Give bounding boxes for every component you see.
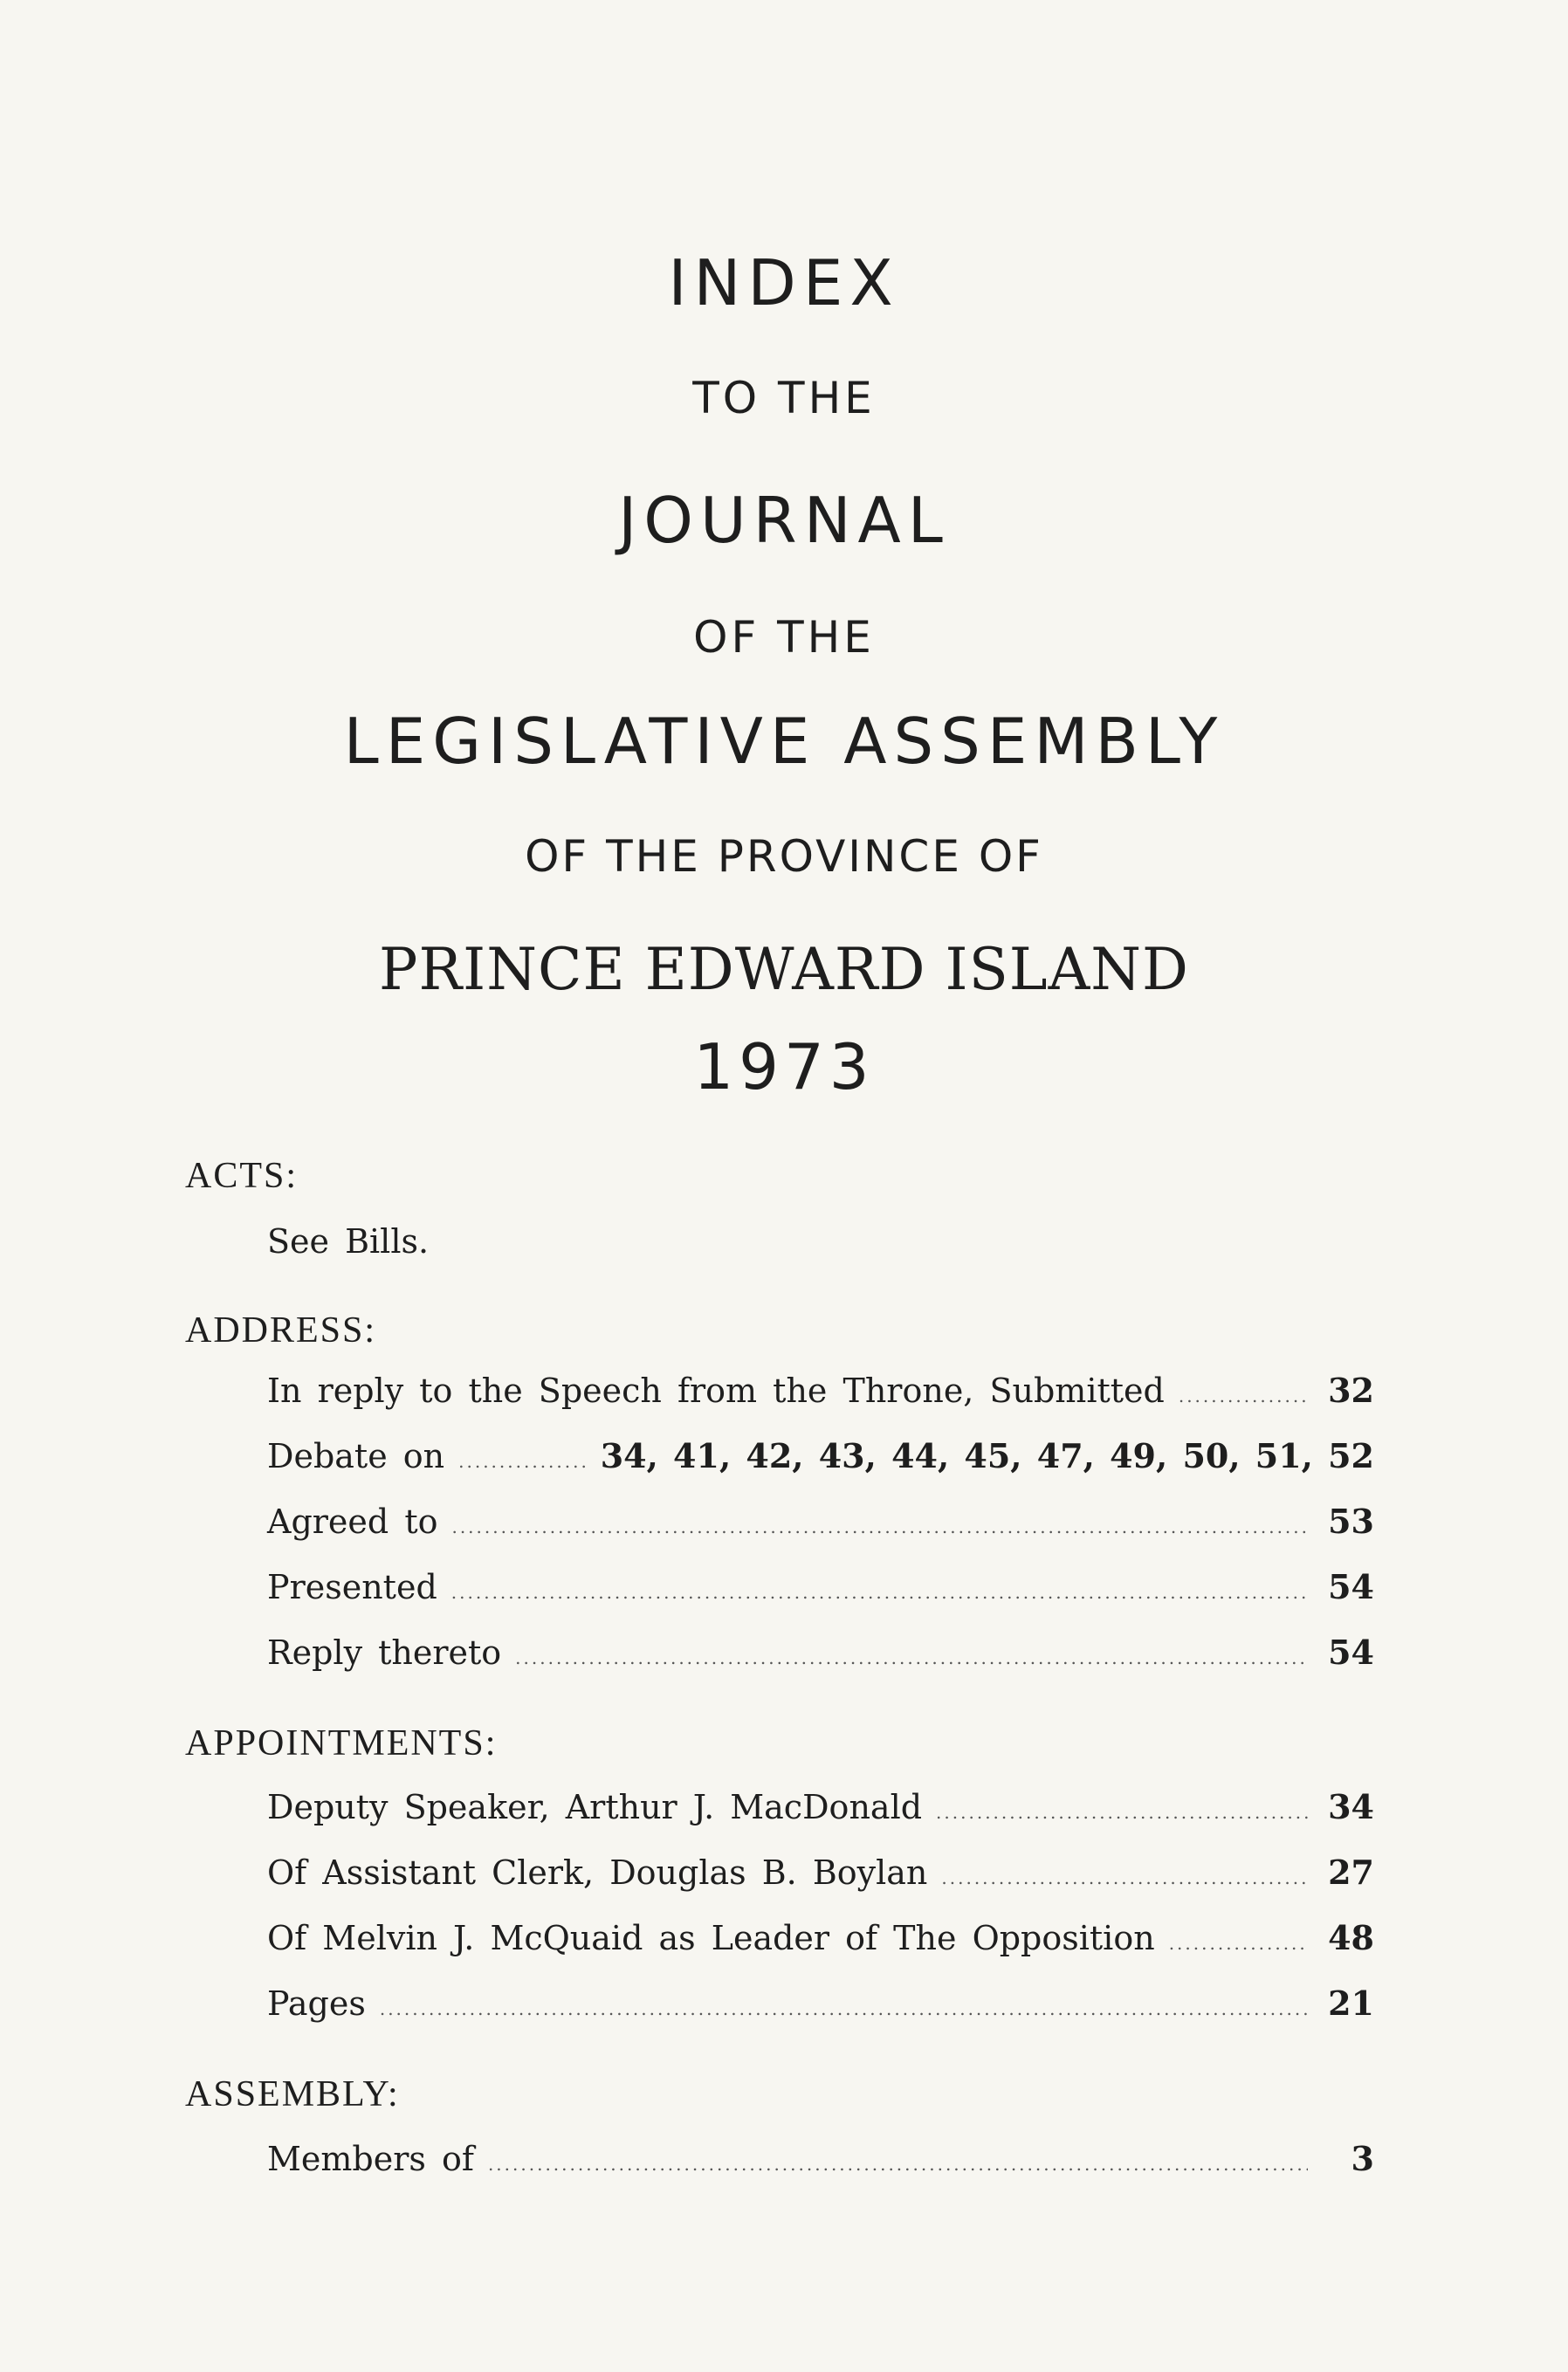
- dot-leader: [458, 1451, 587, 1472]
- entry-page: 54: [1328, 1567, 1374, 1606]
- dot-leader: [1169, 1933, 1308, 1954]
- dot-leader: [451, 1582, 1308, 1603]
- section-heading-assembly: ASSEMBLY:: [185, 2074, 400, 2114]
- dot-leader: [515, 1647, 1308, 1668]
- index-entry: [267, 1502, 1374, 1550]
- entry-label: See Bills.: [267, 1222, 430, 1261]
- entry-page: 48: [1328, 1918, 1374, 1957]
- index-entry: [267, 1918, 1374, 1967]
- section-heading-acts: ACTS:: [185, 1156, 299, 1196]
- entry-page: 21: [1328, 1984, 1374, 2023]
- index-entry: [267, 1984, 1374, 2032]
- dot-leader: [451, 1516, 1308, 1537]
- of-the-line: OF THE: [693, 612, 875, 663]
- entry-label: Of Assistant Clerk, Douglas B. Boylan: [267, 1853, 928, 1892]
- dot-leader: [380, 1998, 1308, 2019]
- index-entry: [267, 1787, 1374, 1836]
- journal-title: JOURNAL: [618, 484, 950, 557]
- entry-label: Presented: [267, 1568, 437, 1606]
- province-name: PRINCE EDWARD ISLAND: [379, 936, 1189, 1003]
- to-the-line: TO THE: [692, 373, 876, 423]
- index-entry: [267, 1567, 1374, 1616]
- dot-leader: [941, 1867, 1308, 1888]
- dot-leader: [1179, 1385, 1308, 1406]
- entry-page: 53: [1328, 1502, 1374, 1541]
- entry-label: Agreed to: [267, 1502, 438, 1541]
- index-entry: [267, 1633, 1374, 1681]
- index-entry: [267, 1222, 1374, 1271]
- index-title: INDEX: [668, 246, 900, 320]
- dot-leader: [936, 1802, 1308, 1823]
- entry-page: 32: [1328, 1371, 1374, 1410]
- entry-label: In reply to the Speech from the Throne, Submitted: [267, 1372, 1165, 1410]
- entry-label: Deputy Speaker, Arthur J. MacDonald: [267, 1788, 923, 1826]
- index-entry: [267, 1371, 1374, 1420]
- entry-label: Debate on: [267, 1437, 445, 1475]
- entry-page: 34, 41, 42, 43, 44, 45, 47, 49, 50, 51, 52: [600, 1436, 1374, 1475]
- entry-label: Of Melvin J. McQuaid as Leader of The Opposition: [267, 1919, 1155, 1957]
- entry-page: 54: [1328, 1633, 1374, 1672]
- entry-label: Reply thereto: [267, 1633, 502, 1672]
- legislative-assembly-title: LEGISLATIVE ASSEMBLY: [343, 705, 1225, 778]
- entry-page: 34: [1328, 1787, 1374, 1826]
- dot-leader: [488, 2154, 1308, 2175]
- entry-page: 3: [1351, 2139, 1374, 2178]
- index-entry: [267, 2139, 1374, 2188]
- section-heading-appointments: APPOINTMENTS:: [185, 1723, 498, 1764]
- of-the-province-line: OF THE PROVINCE OF: [525, 831, 1043, 882]
- year: 1973: [693, 1030, 875, 1103]
- section-heading-address: ADDRESS:: [185, 1310, 377, 1351]
- index-entry: [267, 1436, 1374, 1485]
- entry-label: Members of: [267, 2140, 474, 2178]
- entry-page: 27: [1328, 1853, 1374, 1892]
- entry-label: Pages: [267, 1984, 366, 2023]
- index-entry: [267, 1853, 1374, 1901]
